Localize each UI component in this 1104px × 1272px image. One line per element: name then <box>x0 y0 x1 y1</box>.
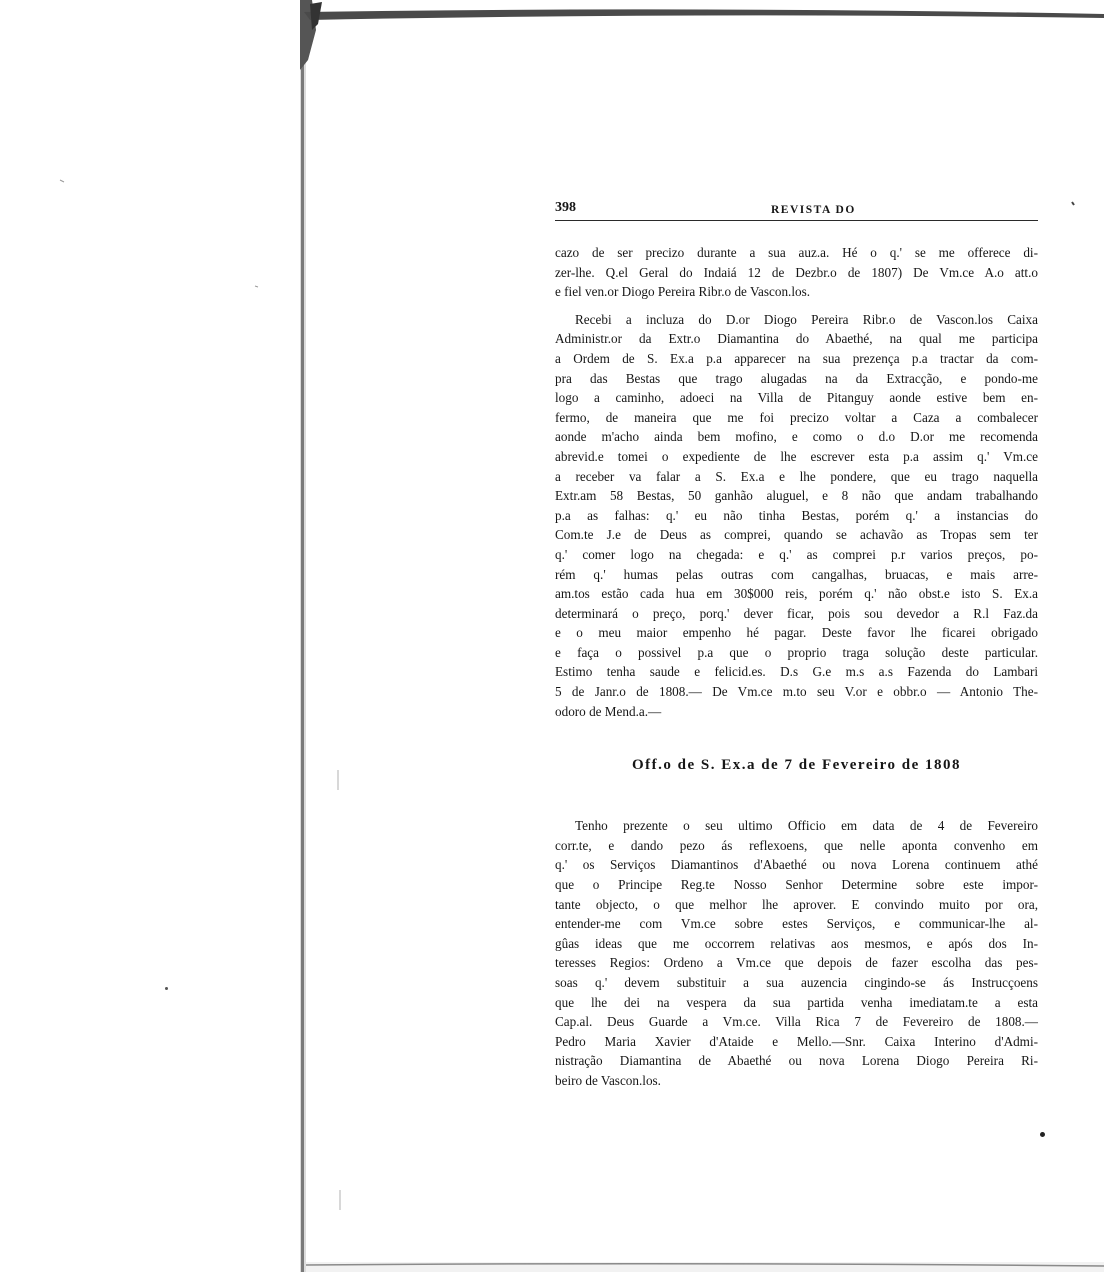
text-line: Extr.am 58 Bestas, 50 ganhão aluguel, e 8 não que andam trabalhando <box>555 488 1038 504</box>
text-line: entender-me com Vm.ce sobre estes Serviços, e communicar-lhe al- <box>555 916 1038 932</box>
text-line: e o meu maior empenho hé pagar. Deste favor lhe ficarei obrigado <box>555 625 1038 641</box>
text-line: gûas ideas que me occorrem relativas aos mesmos, e após dos In- <box>555 935 1038 951</box>
text-line: que lhe dei na vespera da sua partida venha imediatam.te a esta <box>555 994 1038 1010</box>
text-line: Estimo tenha saude e felicid.es. D.s G.e m.s a.s Fazenda do Lambari <box>555 664 1038 680</box>
text-line: a receber va falar a S. Ex.a e lhe pondere, que eu trago naquella <box>555 468 1038 484</box>
text-line: que o Principe Reg.te Nosso Senhor Determine sobre este impor- <box>555 877 1038 893</box>
text-line: odoro de Mend.a.— <box>555 703 662 719</box>
text-line: am.tos estão cada hua em 30$000 reis, porém q.' não obst.e isto S. Ex.a <box>555 586 1038 602</box>
text-line: aonde m'acho ainda bem mofino, e como o d.o D.or me recomenda <box>555 429 1038 445</box>
section-title: Off.o de S. Ex.a de 7 de Fevereiro de 1808 <box>631 757 962 774</box>
letter-one-opening <box>555 243 1038 302</box>
ink-speck <box>1040 1132 1045 1137</box>
text-line: q.' comer logo na chegada: e q.' as comprei p.r varios preços, po- <box>555 546 1038 562</box>
text-line: pra das Bestas que trago alugadas na da Extracção, e pondo-me <box>555 370 1038 386</box>
text-line: fermo, de maneira que me foi precizo voltar a Caza a combalecer <box>555 409 1038 425</box>
text-line: beiro de Vascon.los. <box>555 1072 661 1088</box>
running-head: REVISTA DO <box>771 204 856 216</box>
text-line: e faça o possivel p.a que o proprio traga solução deste particular. <box>555 644 1038 660</box>
text-line: Pedro Maria Xavier d'Ataide e Mello.—Snr. Caixa Interino d'Admi- <box>555 1033 1038 1049</box>
text-line: e fiel ven.or Diogo Pereira Ribr.o de Vascon.los. <box>555 284 811 300</box>
letter-two <box>555 816 1038 1090</box>
text-line: p.a as falhas: q.' eu não tinha Bestas, porém q.' a instancias do <box>555 507 1038 523</box>
text-line: a Ordem de S. Ex.a p.a apparecer na sua prezença p.a tractar da com- <box>555 350 1038 366</box>
text-line: Cap.al. Deus Guarde a Vm.ce. Villa Rica 7 de Fevereiro de 1808.— <box>555 1014 1038 1030</box>
text-line: abrevid.e tomei o expediente de lhe escrever esta p.a assim q.' Vm.ce <box>555 448 1038 464</box>
text-line: rém q.' humas pelas outras com cangalhas, bruacas, e mais arre- <box>555 566 1038 582</box>
text-line: teresses Regios: Ordeno a Vm.ce que depois de fazer escolha das pes- <box>555 955 1038 971</box>
text-line: tante objecto, o que melhor lhe aprover. E convindo muito por ora, <box>555 896 1038 912</box>
printed-page <box>555 198 1038 1091</box>
page-body <box>555 243 1038 1091</box>
text-line: Administr.or da Extr.o Diamantina do Abaethé, na qual me participa <box>555 331 1038 347</box>
text-line: nistração Diamantina de Abaethé ou nova Lorena Diogo Pereira Ri- <box>555 1053 1038 1069</box>
text-line: zer-lhe. Q.el Geral do Indaiá 12 de Dezbr.o de 1807) De Vm.ce A.o att.o <box>555 264 1038 280</box>
text-line: cazo de ser precizo durante a sua auz.a. Hé o q.' se me offerece di- <box>555 245 1038 260</box>
text-line: logo a caminho, adoeci na Villa de Pitanguy aonde estive bem en- <box>555 390 1038 406</box>
page-number: 398 <box>555 200 576 215</box>
text-line: soas q.' devem substituir a sua auzencia cingindo-se ás Instrucçoens <box>555 975 1038 990</box>
text-line: q.' os Serviços Diamantinos d'Abaethé ou nova Lorena continuem athé <box>555 857 1038 873</box>
text-line: Recebi a incluza do D.or Diogo Pereira Ribr.o de Vascon.los Caixa <box>575 311 1038 327</box>
text-line: Tenho prezente o seu ultimo Officio em data de 4 de Fevereiro <box>575 818 1038 834</box>
page-header <box>555 198 1038 221</box>
ink-speck <box>165 987 168 990</box>
text-line: determinará o preço, porq.' dever ficar, pois sou devedor a R.l Faz.da <box>555 605 1038 621</box>
text-line: corr.te, e dando pezo ás reflexoens, que nelle aponta convenho em <box>555 837 1038 853</box>
text-line: 5 de Janr.o de 1808.— De Vm.ce m.to seu V.or e obbr.o — Antonio The- <box>555 684 1038 700</box>
text-line: Com.te J.e de Deus as comprei, quando se achavão as Tropas sem ter <box>555 527 1038 543</box>
letter-one-main <box>555 310 1038 721</box>
